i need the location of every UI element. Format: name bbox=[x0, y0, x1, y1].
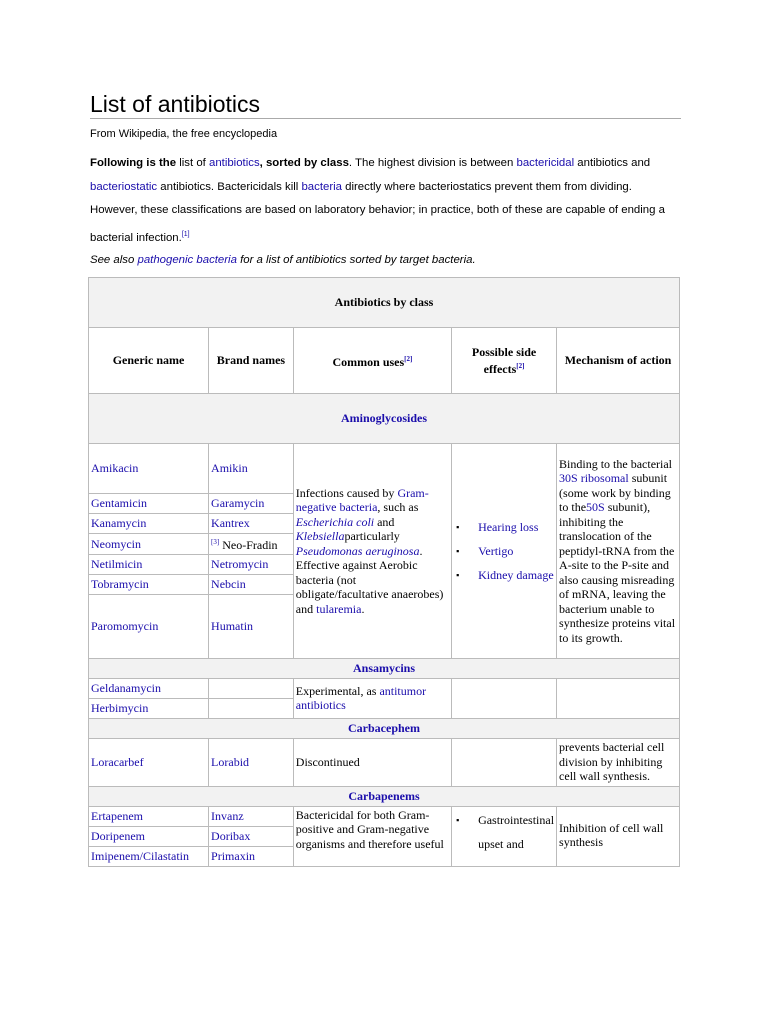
carbacephem-mechanism: prevents bacterial cell division by inhibiting cell wall synthesis. bbox=[557, 738, 680, 786]
antibiotics-table bbox=[88, 277, 680, 867]
uses-text: . bbox=[361, 601, 365, 616]
table-row bbox=[89, 444, 680, 494]
brand-link[interactable]: Lorabid bbox=[211, 754, 250, 769]
brand-link[interactable]: Primaxin bbox=[211, 848, 256, 863]
uses-text: . Effective against Aerobic bacteria (not obligate/facultative anaerobes) and bbox=[295, 543, 444, 616]
header-brand: Brand names bbox=[209, 328, 294, 394]
site-subtitle: From Wikipedia, the free encyclopedia bbox=[90, 128, 278, 140]
brand-link[interactable]: Amikin bbox=[211, 461, 248, 476]
aminoglycosides-side-effects bbox=[452, 444, 557, 659]
drug-link[interactable]: Amikacin bbox=[91, 461, 139, 476]
brand-text: Neo-Fradin bbox=[219, 538, 278, 552]
drug-link[interactable]: Paromomycin bbox=[91, 618, 159, 633]
drug-link[interactable]: Kanamycin bbox=[91, 516, 147, 531]
header-side-effects bbox=[452, 328, 557, 394]
intro-text: directly where bacteriostatics prevent them from dividing. However, these classifications are based on laboratory behavior; in practice, both of these are capable of ending a bacterial infection. bbox=[90, 180, 665, 244]
link-bacteriostatic[interactable]: bacteriostatic bbox=[90, 180, 158, 193]
header-mechanism: Mechanism of action bbox=[557, 328, 680, 394]
brand-link[interactable]: Kantrex bbox=[211, 516, 250, 531]
brand-link[interactable]: Humatin bbox=[211, 618, 254, 633]
link-bactericidal[interactable]: bactericidal bbox=[516, 157, 575, 169]
ref-2[interactable]: [2] bbox=[516, 362, 525, 370]
carbacephem-uses: Discontinued bbox=[293, 738, 451, 786]
uses-text: , such as bbox=[377, 500, 419, 514]
intro-bold-2: , sorted by class bbox=[259, 157, 349, 169]
section-carbapenems[interactable]: Carbapenems bbox=[89, 786, 680, 806]
table-caption: Antibiotics by class bbox=[89, 278, 680, 328]
link-klebsiella[interactable] bbox=[296, 529, 345, 543]
page-title: List of antibiotics bbox=[90, 90, 681, 119]
uses-text: particularly bbox=[344, 529, 400, 543]
link-pseudomonas[interactable] bbox=[296, 544, 420, 558]
link-50s[interactable]: 50S bbox=[586, 500, 605, 514]
brand-link[interactable]: Garamycin bbox=[211, 496, 265, 511]
link-pathogenic-bacteria[interactable]: pathogenic bacteria bbox=[137, 254, 237, 266]
intro-text: . The highest division is between bbox=[348, 157, 517, 169]
link-gram-negative[interactable]: Gram-negative bacteria bbox=[295, 485, 429, 514]
side-effect-link[interactable]: Vertigo bbox=[478, 543, 514, 558]
drug-link[interactable]: Neomycin bbox=[91, 536, 141, 551]
uses-italic: Pseudomonas aeruginosa bbox=[295, 543, 420, 558]
table-row bbox=[89, 738, 680, 786]
intro-text: antibiotics. Bactericidals kill bbox=[157, 180, 302, 193]
section-aminoglycosides[interactable]: Aminoglycosides bbox=[89, 394, 680, 444]
section-carbacephem[interactable]: Carbacephem bbox=[89, 718, 680, 738]
brand-link[interactable]: Netromycin bbox=[211, 556, 269, 571]
drug-link[interactable]: Loracarbef bbox=[91, 754, 144, 769]
link-bacteria[interactable]: bacteria bbox=[301, 180, 342, 193]
brand-cell bbox=[209, 534, 294, 555]
link-tularemia[interactable]: tularemia bbox=[316, 601, 362, 616]
section-ansamycins[interactable]: Ansamycins bbox=[89, 658, 680, 678]
uses-text: Infections caused by bbox=[295, 485, 398, 500]
mech-text: subunit (some work by binding to the bbox=[559, 471, 671, 514]
link-escherichia-coli[interactable] bbox=[296, 515, 374, 529]
intro-text: antibiotics and bbox=[574, 157, 651, 169]
intro-text: list of bbox=[176, 157, 209, 169]
drug-link[interactable]: Geldanamycin bbox=[91, 680, 161, 695]
header-generic: Generic name bbox=[89, 328, 209, 394]
brand-link[interactable]: Doribax bbox=[211, 828, 251, 843]
see-also-text: for a list of antibiotics sorted by target bacteria. bbox=[236, 254, 476, 266]
header-uses bbox=[293, 328, 451, 394]
carbapenems-side-effects bbox=[452, 806, 557, 866]
uses-text: and bbox=[374, 514, 395, 529]
header-side-label: Possible side effects bbox=[471, 344, 537, 376]
brand-link[interactable]: Invanz bbox=[211, 808, 244, 823]
mech-text: Binding to the bacterial bbox=[559, 456, 673, 471]
link-antitumor-antibiotics[interactable]: antitumor antibiotics bbox=[295, 683, 427, 712]
drug-link[interactable]: Herbimycin bbox=[91, 700, 149, 715]
side-effect-link[interactable]: Kidney damage bbox=[478, 567, 554, 582]
drug-link[interactable]: Tobramycin bbox=[91, 576, 149, 591]
link-30s-ribosomal[interactable]: 30S ribosomal bbox=[559, 471, 629, 485]
ref-2[interactable]: [2] bbox=[404, 354, 413, 363]
intro-paragraph bbox=[90, 152, 681, 250]
carbapenems-mechanism: Inhibition of cell wall synthesis bbox=[557, 806, 680, 866]
drug-link[interactable]: Doripenem bbox=[91, 828, 145, 843]
drug-link[interactable]: Ertapenem bbox=[91, 808, 143, 823]
link-antibiotics[interactable]: antibiotics bbox=[208, 157, 260, 169]
carbapenems-uses: Bactericidal for both Gram-positive and Gram-negative organisms and therefore useful bbox=[293, 806, 451, 866]
aminoglycosides-mechanism bbox=[557, 444, 680, 659]
ref-3[interactable]: [3] bbox=[211, 538, 220, 546]
brand-link[interactable]: Nebcin bbox=[211, 576, 246, 591]
uses-italic: Escherichia coli bbox=[295, 514, 375, 529]
aminoglycosides-uses bbox=[293, 444, 451, 659]
side-effect-link[interactable]: Hearing loss bbox=[478, 519, 539, 534]
see-also-text: See also bbox=[90, 254, 138, 266]
drug-link[interactable]: Netilmicin bbox=[91, 556, 143, 571]
table-row bbox=[89, 678, 680, 698]
drug-link[interactable]: Imipenem/Cilastatin bbox=[91, 848, 189, 863]
see-also bbox=[90, 254, 476, 266]
ansamycins-uses bbox=[293, 678, 451, 718]
intro-bold-1: Following is the bbox=[90, 157, 177, 169]
ref-1[interactable]: [1] bbox=[181, 230, 190, 238]
uses-italic: Klebsiella bbox=[295, 529, 345, 543]
drug-link[interactable]: Gentamicin bbox=[91, 496, 147, 511]
uses-text: Experimental, as bbox=[295, 683, 380, 698]
header-uses-label: Common uses bbox=[332, 354, 405, 369]
table-row bbox=[89, 806, 680, 826]
side-effect-item: ▪ Gastrointestinal upset and bbox=[454, 808, 554, 856]
mech-text: subunit), inhibiting the translocation of the peptidyl-tRNA from the A-site to the P-site and also causing misreading of mRNA, leaving the bacterium unable to synthesize proteins vital to its growth. bbox=[559, 500, 676, 645]
